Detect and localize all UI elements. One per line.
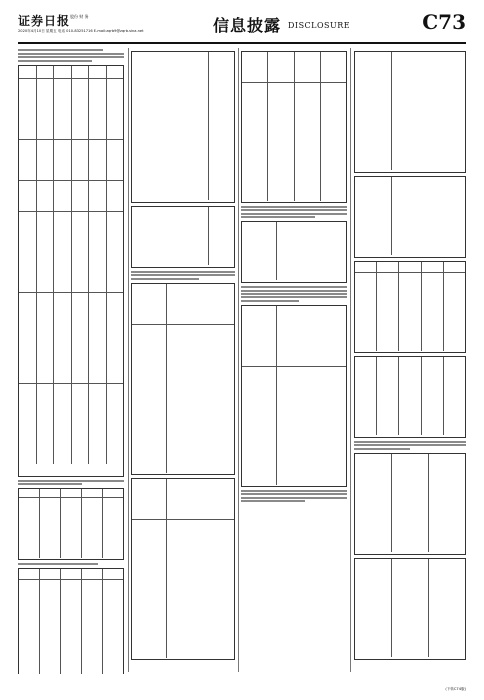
detail-table: [18, 568, 124, 674]
text-block: [241, 206, 347, 218]
data-table: [354, 356, 466, 438]
info-table: [241, 221, 347, 283]
info-table: [131, 478, 235, 660]
detail-table: [18, 488, 124, 560]
column-1: [18, 48, 124, 674]
text-block: [18, 563, 124, 565]
continued-note: (下转C74版): [445, 687, 466, 691]
header-rule: [18, 42, 466, 44]
info-table: [241, 305, 347, 487]
column-2: [131, 48, 235, 674]
text-block: [241, 490, 347, 502]
dateline: 2020年4月10日 星期五 电话 010-83251716 E-mail:zqrb9@zqrb.sina.net: [18, 29, 144, 33]
page-number: C73: [422, 10, 466, 34]
text-block: [18, 480, 124, 485]
info-table: [131, 283, 235, 475]
section-title: 信息披露: [213, 16, 282, 35]
data-table: [354, 261, 466, 353]
data-table: [131, 206, 235, 268]
data-table: [131, 51, 235, 203]
info-table: [354, 176, 466, 258]
financial-table: [18, 65, 124, 477]
text-block: [241, 286, 347, 302]
column-divider: [350, 48, 351, 672]
text-block: [131, 271, 235, 280]
text-block: [354, 441, 466, 450]
data-table: [354, 453, 466, 555]
info-table: [354, 51, 466, 173]
column-4: [354, 48, 466, 674]
column-3: [241, 48, 347, 674]
logo-subtitle: 股份 财 务: [70, 14, 89, 19]
section-title-en: DISCLOSURE: [288, 21, 351, 30]
newspaper-logo: 证券日报: [18, 14, 71, 28]
info-table: [241, 51, 347, 203]
column-divider: [128, 48, 129, 672]
text-block: [18, 49, 124, 61]
data-table: [354, 558, 466, 660]
column-divider: [238, 48, 239, 672]
